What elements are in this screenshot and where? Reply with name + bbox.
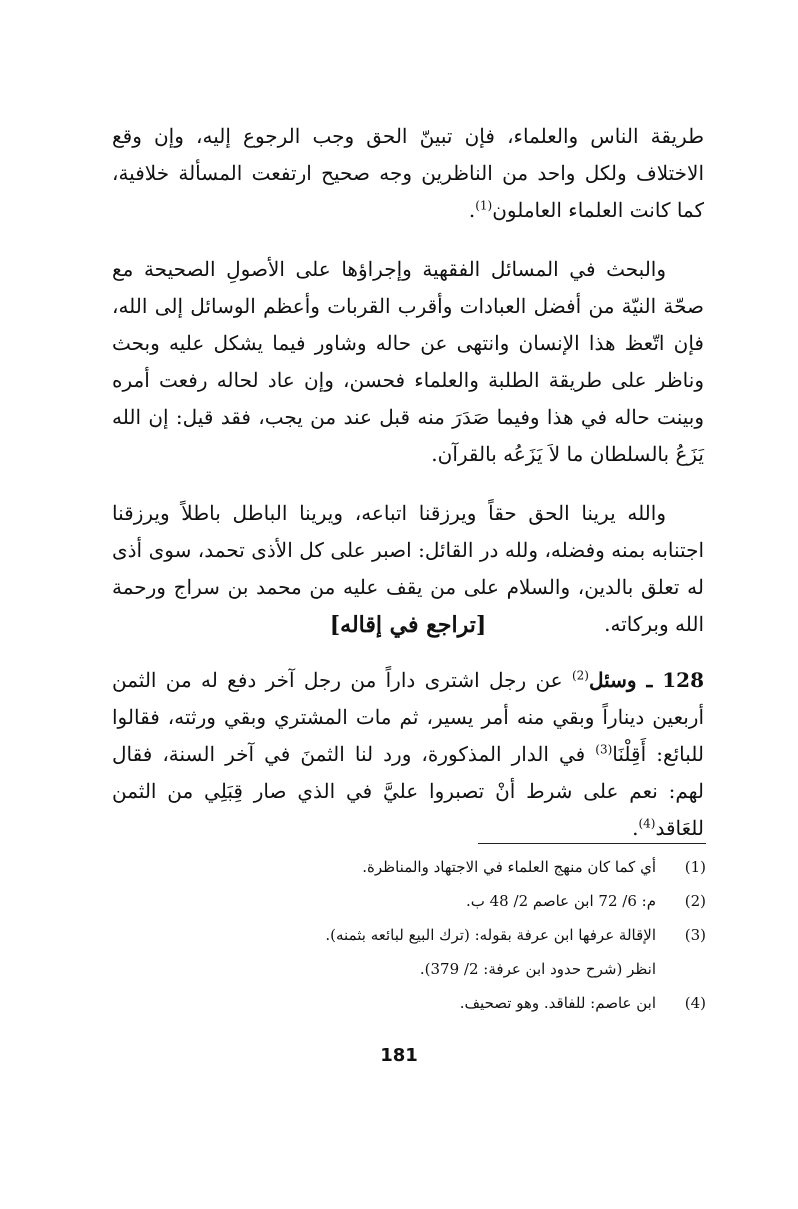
paragraph-1 <box>112 118 704 229</box>
footnote-4 <box>200 986 706 1020</box>
footnote-2 <box>200 884 706 918</box>
footnote-divider <box>478 843 706 844</box>
question-128 <box>112 662 704 847</box>
footnote-reference[interactable]: (2) <box>571 668 589 683</box>
footnote-text: م: 6/ 72 ابن عاصم 2/ 48 ب. <box>465 892 656 910</box>
question-number: 128 ـ وسئل <box>588 668 705 692</box>
footnote-number: (1) <box>684 858 706 876</box>
question-text: عن رجل اشترى داراً من رجل آخر دفع له من الثمن أربعين ديناراً وبقي منه أمر يسير، ثم مات المشتري وبقي ورثته، فقالوا للبائع: أَقِلْنَا <box>112 668 704 766</box>
question-tail: . <box>632 816 639 840</box>
footnote-text: أي كما كان منهج العلماء في الاجتهاد والمناظرة. <box>362 858 656 876</box>
footnote-3-continuation: انظر (شرح حدود ابن عرفة: 2/ 379). <box>419 960 656 978</box>
paragraph-text: طريقة الناس والعلماء، فإن تبينّ الحق وجب الرجوع إليه، وإن وقع الاختلاف ولكل واحد من الناظرين وجه صحيح ارتفعت المسألة خلافية، كما كانت العلماء العاملون <box>112 124 704 222</box>
question-text: في الدار المذكورة، ورد لنا الثمنَ في آخر السنة، فقال لهم: نعم على شرط أنْ تصبروا عليَّ في الذي صار قِبَلِي من الثمن للعَاقد <box>112 742 704 840</box>
footnote-1 <box>200 850 706 884</box>
page-number: 181 <box>380 1045 418 1066</box>
footnote-reference[interactable]: (3) <box>595 742 613 757</box>
paragraph-2: والبحث في المسائل الفقهية وإجراؤها على الأصولِ الصحيحة مع صحّة النيّة من أفضل العبادات وأقرب القربات وأعظم الوسائل إلى الله، فإن اتّعظ هذا الإنسان وانتهى عن حاله وشاور فيما يشكل عليه وبحث وناظر على طريقة الطلبة والعلماء فحسن، وإن عاد لحاله رفعت أمره وبينت حاله في هذا وفيما صَدَرَ منه قبل عند من يجب، فقد قيل: إن الله يَزَعُ بالسلطان ما لاَ يَزَعُه بالقرآن. <box>112 257 704 466</box>
footnote-reference[interactable]: (4) <box>638 816 656 831</box>
footnote-number: (4) <box>684 994 706 1012</box>
paragraph-tail: . <box>468 198 476 222</box>
paragraph-3: والله يرينا الحق حقاً ويرزقنا اتباعه، ويرينا الباطل باطلاً ويرزقنا اجتنابه بمنه وفضله، ولله در القائل: اصبر على كل الأذى تحمد، سوى أذى له تعلق بالدين، والسلام على من يقف عليه من محمد بن سراج ورحمة الله وبركاته. <box>112 501 704 636</box>
footnote-reference[interactable]: (1) <box>475 198 493 213</box>
footnote-3 <box>200 918 706 952</box>
footnotes <box>200 850 706 1020</box>
footnote-text: الإقالة عرفها ابن عرفة بقوله: (ترك البيع لبائعه بثمنه). <box>325 926 656 944</box>
section-heading: [تراجع في إقاله] <box>329 612 487 638</box>
footnote-text: ابن عاصم: للفاقد. وهو تصحيف. <box>459 994 656 1012</box>
main-text <box>112 118 704 665</box>
footnote-number: (3) <box>684 926 706 944</box>
footnote-number: (2) <box>684 892 706 910</box>
